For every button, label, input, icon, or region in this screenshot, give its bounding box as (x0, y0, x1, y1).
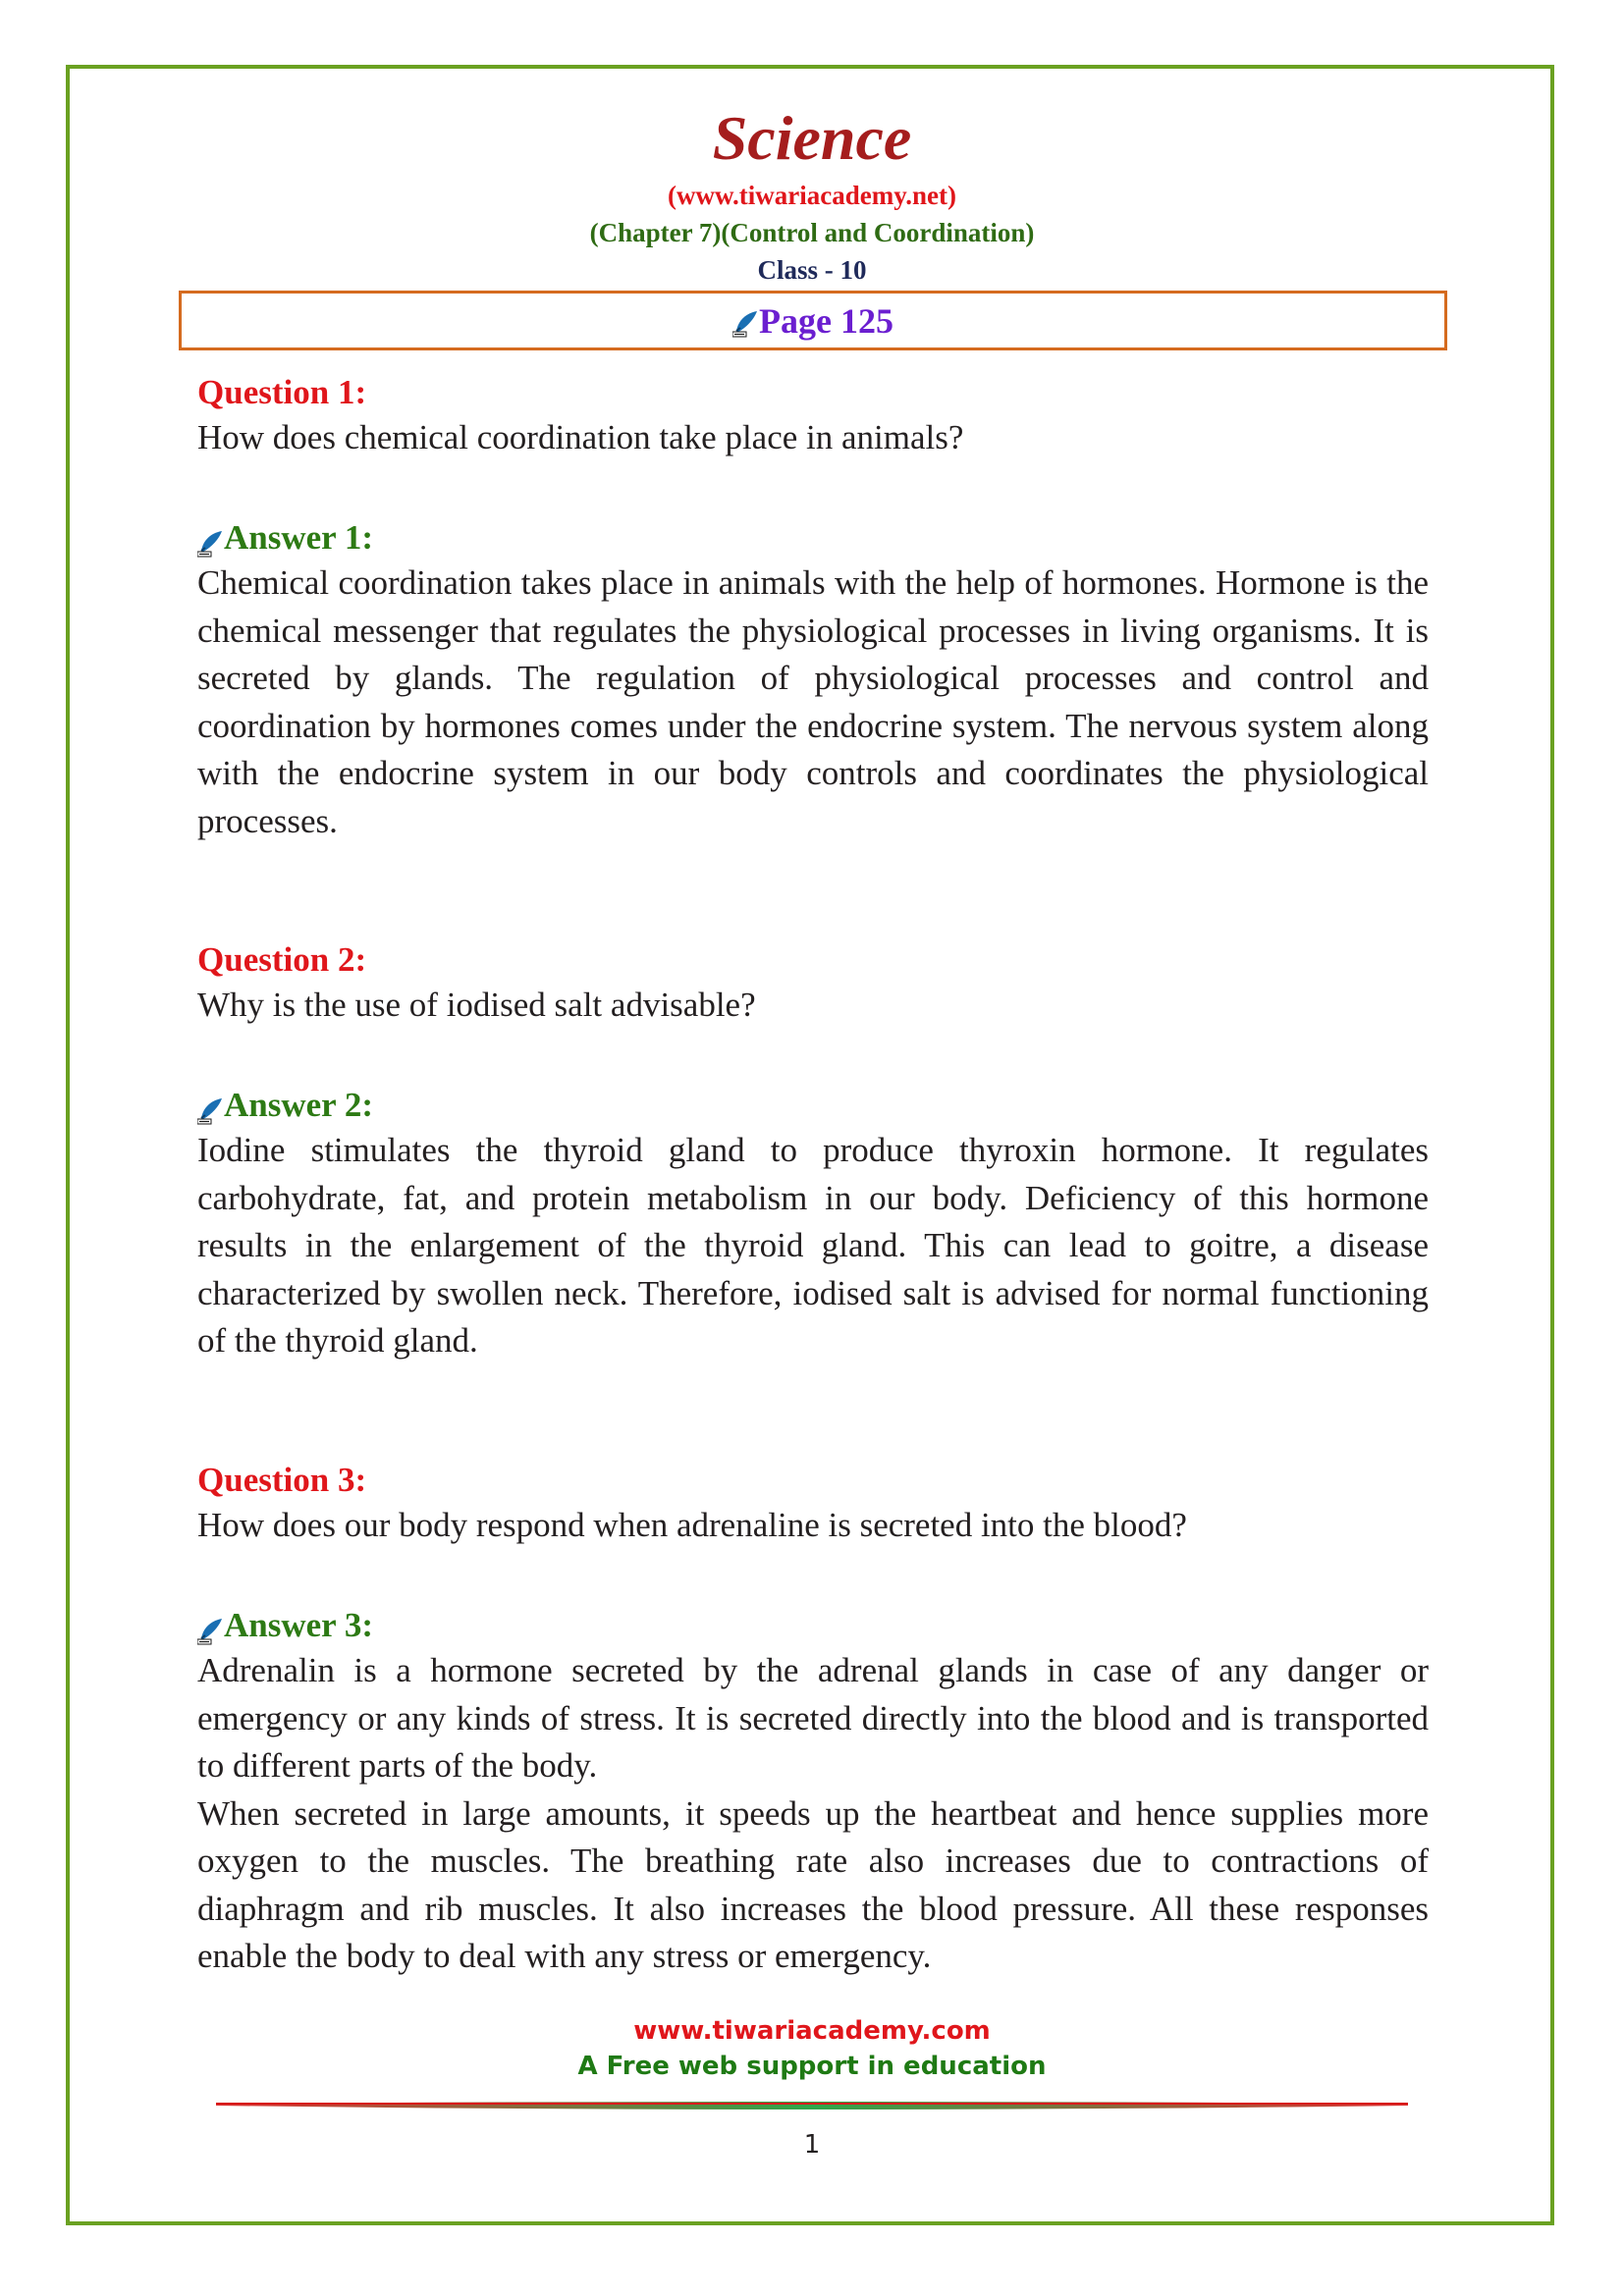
qa-block-2 (197, 938, 1429, 1029)
answer-text: When secreted in large amounts, it speeds up the heartbeat and hence supplies more oxygen to the muscles. The breathing rate also increases due to contractions of diaphragm and rib muscles. It also increases the blood pressure. All these responses enable the body to deal with any stress or emergency. (197, 1793, 1429, 1975)
question-text: Why is the use of iodised salt advisable? (197, 986, 756, 1024)
answer-block-1 (197, 516, 1429, 845)
header-chapter: (Chapter 7)(Control and Coordination) (589, 218, 1035, 247)
answer-text: Adrenalin is a hormone secreted by the adrenal glands in case of any danger or emergency or any kinds of stress. It is secreted directly into the blood and is transported to different parts of the body. (197, 1651, 1429, 1785)
header-class: Class - 10 (757, 255, 867, 285)
answer-label: Answer 1: (197, 516, 1429, 560)
page-number-banner (179, 291, 1447, 350)
header-site: (www.tiwariacademy.net) (668, 181, 956, 210)
page-number: 1 (803, 2130, 821, 2160)
footer-divider (216, 2098, 1408, 2113)
answer-label: Answer 3: (197, 1604, 1429, 1647)
tiwari-pen-icon (197, 1613, 223, 1640)
answer-block-3 (197, 1604, 1429, 1981)
question-text: How does chemical coordination take place in animals? (197, 418, 964, 456)
answer-label: Answer 2: (197, 1084, 1429, 1127)
document-title: Science (712, 103, 912, 173)
tiwari-pen-icon (732, 305, 758, 333)
tiwari-pen-icon (197, 1093, 223, 1120)
question-label: Question 3: (197, 1461, 367, 1499)
answer-block-2 (197, 1084, 1429, 1365)
qa-block-1 (197, 371, 1429, 461)
page-label: Page 125 (759, 300, 893, 341)
question-text: How does our body respond when adrenaline is secreted into the blood? (197, 1506, 1187, 1544)
tiwari-pen-icon (197, 525, 223, 553)
question-label: Question 1: (197, 373, 367, 411)
footer-tagline: A Free web support in education (577, 2052, 1047, 2081)
answer-text: Chemical coordination takes place in animals with the help of hormones. Hormone is the chemical messenger that regulates the physiological processes in living organisms. It is secreted by glands. The regulation of physiological processes and control and coordination by hormones comes under the endocrine system. The nervous system along with the endocrine system in our body controls and coordinates the physiological processes. (197, 563, 1429, 840)
footer-url: www.tiwariacademy.com (633, 2016, 991, 2046)
answer-text: Iodine stimulates the thyroid gland to produce thyroxin hormone. It regulates carbohydrate, fat, and protein metabolism in our body. Deficiency of this hormone results in the enlargement of the thyroid gland. This can lead to goitre, a disease characterized by swollen neck. Therefore, iodised salt is advised for normal functioning of the thyroid gland. (197, 1131, 1429, 1360)
qa-block-3 (197, 1459, 1429, 1549)
question-label: Question 2: (197, 940, 367, 979)
